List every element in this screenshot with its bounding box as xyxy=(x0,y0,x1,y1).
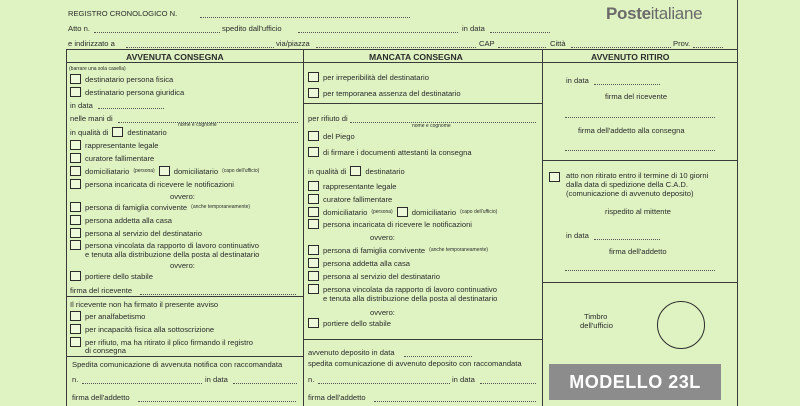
checkbox[interactable] xyxy=(308,284,319,294)
analfabetismo-option[interactable]: per analfabetismo xyxy=(70,311,145,321)
incaricata-option[interactable]: persona incaricata di ricevere le notificazioni xyxy=(308,219,472,229)
firma-addetto-label: firma dell'addetto xyxy=(609,247,667,256)
piego-option[interactable]: del Piego xyxy=(308,131,355,141)
checkbox[interactable] xyxy=(308,131,319,141)
addetta-option[interactable]: persona addetta alla casa xyxy=(70,215,172,225)
checkbox[interactable] xyxy=(397,207,408,217)
servizio-option[interactable]: persona al servizio del destinatario xyxy=(308,271,440,281)
n-label: n. xyxy=(72,375,79,384)
rifiuto-option[interactable]: per rifiuto, ma ha ritirato il plico firmando il registro xyxy=(70,337,253,347)
incaricata-option[interactable]: persona incaricata di ricevere le notificazioni xyxy=(70,179,234,189)
deposito-label: avvenuto deposito in data xyxy=(308,348,395,357)
checkbox[interactable] xyxy=(70,166,81,176)
ovvero-label: ovvero: xyxy=(370,308,395,317)
mancata-heading: MANCATA CONSEGNA xyxy=(369,52,463,62)
firma-addetto-label: firma dell'addetto xyxy=(308,393,366,402)
incapacita-option[interactable]: per incapacità fisica alla sottoscrizione xyxy=(70,324,214,334)
deposito-date-field[interactable] xyxy=(404,356,472,357)
in-qualita-row[interactable]: in qualità di destinatario xyxy=(70,127,167,137)
raccomandata-date-field[interactable] xyxy=(233,383,297,384)
rispedito-date-field[interactable] xyxy=(594,239,660,240)
poste-italiane-logo: Posteitaliane xyxy=(606,4,703,23)
firma-ricevente-field[interactable] xyxy=(140,294,296,295)
avv-date-field[interactable] xyxy=(98,108,164,109)
checkbox[interactable] xyxy=(308,245,319,255)
checkbox[interactable] xyxy=(70,337,81,347)
checkbox[interactable] xyxy=(308,72,319,82)
header-date-field[interactable] xyxy=(490,32,550,33)
non-firmato-label: Il ricevente non ha firmato il presente avviso xyxy=(70,300,219,309)
timbro-label-line2: dell'ufficio xyxy=(580,321,613,330)
atto-field[interactable] xyxy=(94,32,220,33)
firmare-option[interactable]: di firmare i documenti attestanti la consegna xyxy=(308,147,472,157)
n-label: n. xyxy=(308,375,315,384)
mc-in-data-label: in data xyxy=(452,375,475,384)
in-qualita-row[interactable]: in qualità di destinatario xyxy=(308,166,405,176)
checkbox[interactable] xyxy=(308,181,319,191)
checkbox[interactable] xyxy=(70,240,81,250)
avv-in-data2-label: in data xyxy=(205,375,228,384)
ovvero-label: ovvero: xyxy=(370,233,395,242)
spedita-label: Spedita comunicazione di avvenuta notifica con raccomandata xyxy=(72,360,283,369)
divider xyxy=(304,339,542,340)
divider xyxy=(542,49,543,406)
firma-ricevente-label: firma del ricevente xyxy=(70,286,133,295)
checkbox[interactable] xyxy=(70,311,81,321)
ritiro-firma-addetto-field[interactable] xyxy=(565,150,715,151)
divider xyxy=(304,103,542,104)
cap-field[interactable] xyxy=(498,47,546,48)
rispedito-firma-field[interactable] xyxy=(565,270,715,271)
vincolata-line2: e tenuta alla distribuzione della posta al destinatario xyxy=(323,294,498,303)
raccomandata-number-field[interactable] xyxy=(82,383,202,384)
non-ritirato-line1: atto non ritirato entro il termine di 10 giorni xyxy=(566,171,709,180)
prov-label: Prov. xyxy=(673,39,691,48)
stamp-circle xyxy=(657,301,705,349)
domiciliatario-option[interactable]: domiciliatario (persona) domiciliatario (capo dell'ufficio) xyxy=(70,166,259,176)
registro-field[interactable] xyxy=(200,17,410,18)
spedito-label: spedito dall'ufficio xyxy=(222,24,282,33)
checkbox[interactable] xyxy=(70,324,81,334)
divider xyxy=(66,49,738,50)
nome-cognome-hint: nome e cognome xyxy=(178,122,217,128)
curatore-option[interactable]: curatore fallimentare xyxy=(70,153,154,163)
ritiro-date-field[interactable] xyxy=(594,84,660,85)
persona-giuridica-option[interactable]: destinatario persona giuridica xyxy=(70,87,184,97)
portiere-option[interactable]: portiere dello stabile xyxy=(70,271,153,281)
rifiuto-line2: di consegna xyxy=(85,346,126,355)
checkbox[interactable] xyxy=(70,140,81,150)
checkbox[interactable] xyxy=(308,88,319,98)
vincolata-line2: e tenuta alla distribuzione della posta al destinatario xyxy=(85,250,260,259)
addetta-option[interactable]: persona addetta alla casa xyxy=(308,258,410,268)
checkbox[interactable] xyxy=(112,127,123,137)
checkbox[interactable] xyxy=(70,202,81,212)
registro-label: REGISTRO CRONOLOGICO N. xyxy=(68,9,178,18)
raccomandata-number-field[interactable] xyxy=(318,383,450,384)
raccomandata-date-field[interactable] xyxy=(480,383,536,384)
rappresentante-option[interactable]: rappresentante legale xyxy=(308,181,396,191)
checkbox[interactable] xyxy=(308,219,319,229)
domiciliatario-option[interactable]: domiciliatario (persona) domiciliatario (capo dell'ufficio) xyxy=(308,207,497,217)
ritiro-firma-ricevente-field[interactable] xyxy=(565,117,715,118)
in-data-label: in data xyxy=(462,24,485,33)
avvenuta-heading: AVVENUTA CONSEGNA xyxy=(126,52,224,62)
non-ritirato-checkbox[interactable] xyxy=(549,172,560,182)
cap-label: CAP xyxy=(479,39,495,48)
avv-in-data-label: in data xyxy=(70,101,93,110)
firma-addetto-field[interactable] xyxy=(138,401,296,402)
indirizzato-field[interactable] xyxy=(126,47,274,48)
prov-field[interactable] xyxy=(693,47,723,48)
checkbox[interactable] xyxy=(308,194,319,204)
via-label: via/piazza xyxy=(276,39,310,48)
famiglia-option[interactable]: persona di famiglia convivente (anche temporaneamente) xyxy=(308,245,488,255)
divider xyxy=(66,356,304,357)
rifiuto-di-label: per rifiuto di xyxy=(308,114,348,123)
ovvero-label: ovvero: xyxy=(170,192,195,201)
temporanea-option[interactable]: per temporanea assenza del destinatario xyxy=(308,88,461,98)
non-ritirato-line3: (comunicazione di avvenuto deposito) xyxy=(566,189,694,198)
checkbox[interactable] xyxy=(308,147,319,157)
checkbox[interactable] xyxy=(70,228,81,238)
firma-addetto-consegna-label: firma dell'addetto alla consegna xyxy=(578,126,685,135)
rit-in-data2-label: in data xyxy=(566,231,589,240)
firma-ricevente-label: firma del ricevente xyxy=(605,92,668,101)
persona-fisica-option[interactable]: destinatario persona fisica xyxy=(70,74,173,84)
divider xyxy=(543,160,737,161)
ufficio-field[interactable] xyxy=(298,32,458,33)
irreperibilita-option[interactable]: per irreperibilità del destinatario xyxy=(308,72,429,82)
firma-addetto-label: firma dell'addetto xyxy=(72,393,130,402)
servizio-option[interactable]: persona al servizio del destinatario xyxy=(70,228,202,238)
divider xyxy=(737,0,738,406)
indirizzato-label: e indirizzato a xyxy=(68,39,115,48)
ritiro-heading: AVVENUTO RITIRO xyxy=(591,52,670,62)
vincolata-option[interactable]: persona vincolata da rapporto di lavoro continuativo xyxy=(308,284,497,294)
spedita-label: spedita comunicazione di avvenuto deposito con raccomandata xyxy=(308,359,522,368)
curatore-option[interactable]: curatore fallimentare xyxy=(308,194,392,204)
nelle-mani-label: nelle mani di xyxy=(70,114,113,123)
checkbox[interactable] xyxy=(159,166,170,176)
checkbox[interactable] xyxy=(350,166,361,176)
checkbox[interactable] xyxy=(308,207,319,217)
portiere-option[interactable]: portiere dello stabile xyxy=(308,318,391,328)
timbro-label: Timbro xyxy=(584,312,608,321)
checkbox[interactable] xyxy=(308,318,319,328)
divider xyxy=(543,282,737,283)
rispedito-label: rispedito al mittente xyxy=(605,207,671,216)
checkbox[interactable] xyxy=(308,258,319,268)
checkbox[interactable] xyxy=(70,271,81,281)
divider xyxy=(66,49,67,406)
rappresentante-option[interactable]: rappresentante legale xyxy=(70,140,158,150)
checkbox[interactable] xyxy=(70,179,81,189)
via-field[interactable] xyxy=(316,47,476,48)
checkbox[interactable] xyxy=(70,87,81,97)
checkbox[interactable] xyxy=(308,271,319,281)
firma-addetto-field[interactable] xyxy=(374,401,536,402)
checkbox[interactable] xyxy=(70,153,81,163)
atto-label: Atto n. xyxy=(68,24,90,33)
famiglia-option[interactable]: persona di famiglia convivente (anche temporaneamente) xyxy=(70,202,250,212)
ovvero-label: ovvero: xyxy=(170,261,195,270)
divider xyxy=(66,62,738,63)
vincolata-option[interactable]: persona vincolata da rapporto di lavoro continuativo xyxy=(70,240,259,250)
citta-label: Città xyxy=(550,39,566,48)
modello-badge: MODELLO 23L xyxy=(549,364,721,400)
divider xyxy=(66,296,304,297)
barrare-note: (barrare una sola casella) xyxy=(69,66,126,72)
nome-cognome-hint: nome e cognome xyxy=(412,123,451,129)
checkbox[interactable] xyxy=(70,74,81,84)
rit-in-data-label: in data xyxy=(566,76,589,85)
checkbox[interactable] xyxy=(70,215,81,225)
citta-field[interactable] xyxy=(571,47,671,48)
non-ritirato-line2: dalla data di spedizione della C.A.D. xyxy=(566,180,688,189)
